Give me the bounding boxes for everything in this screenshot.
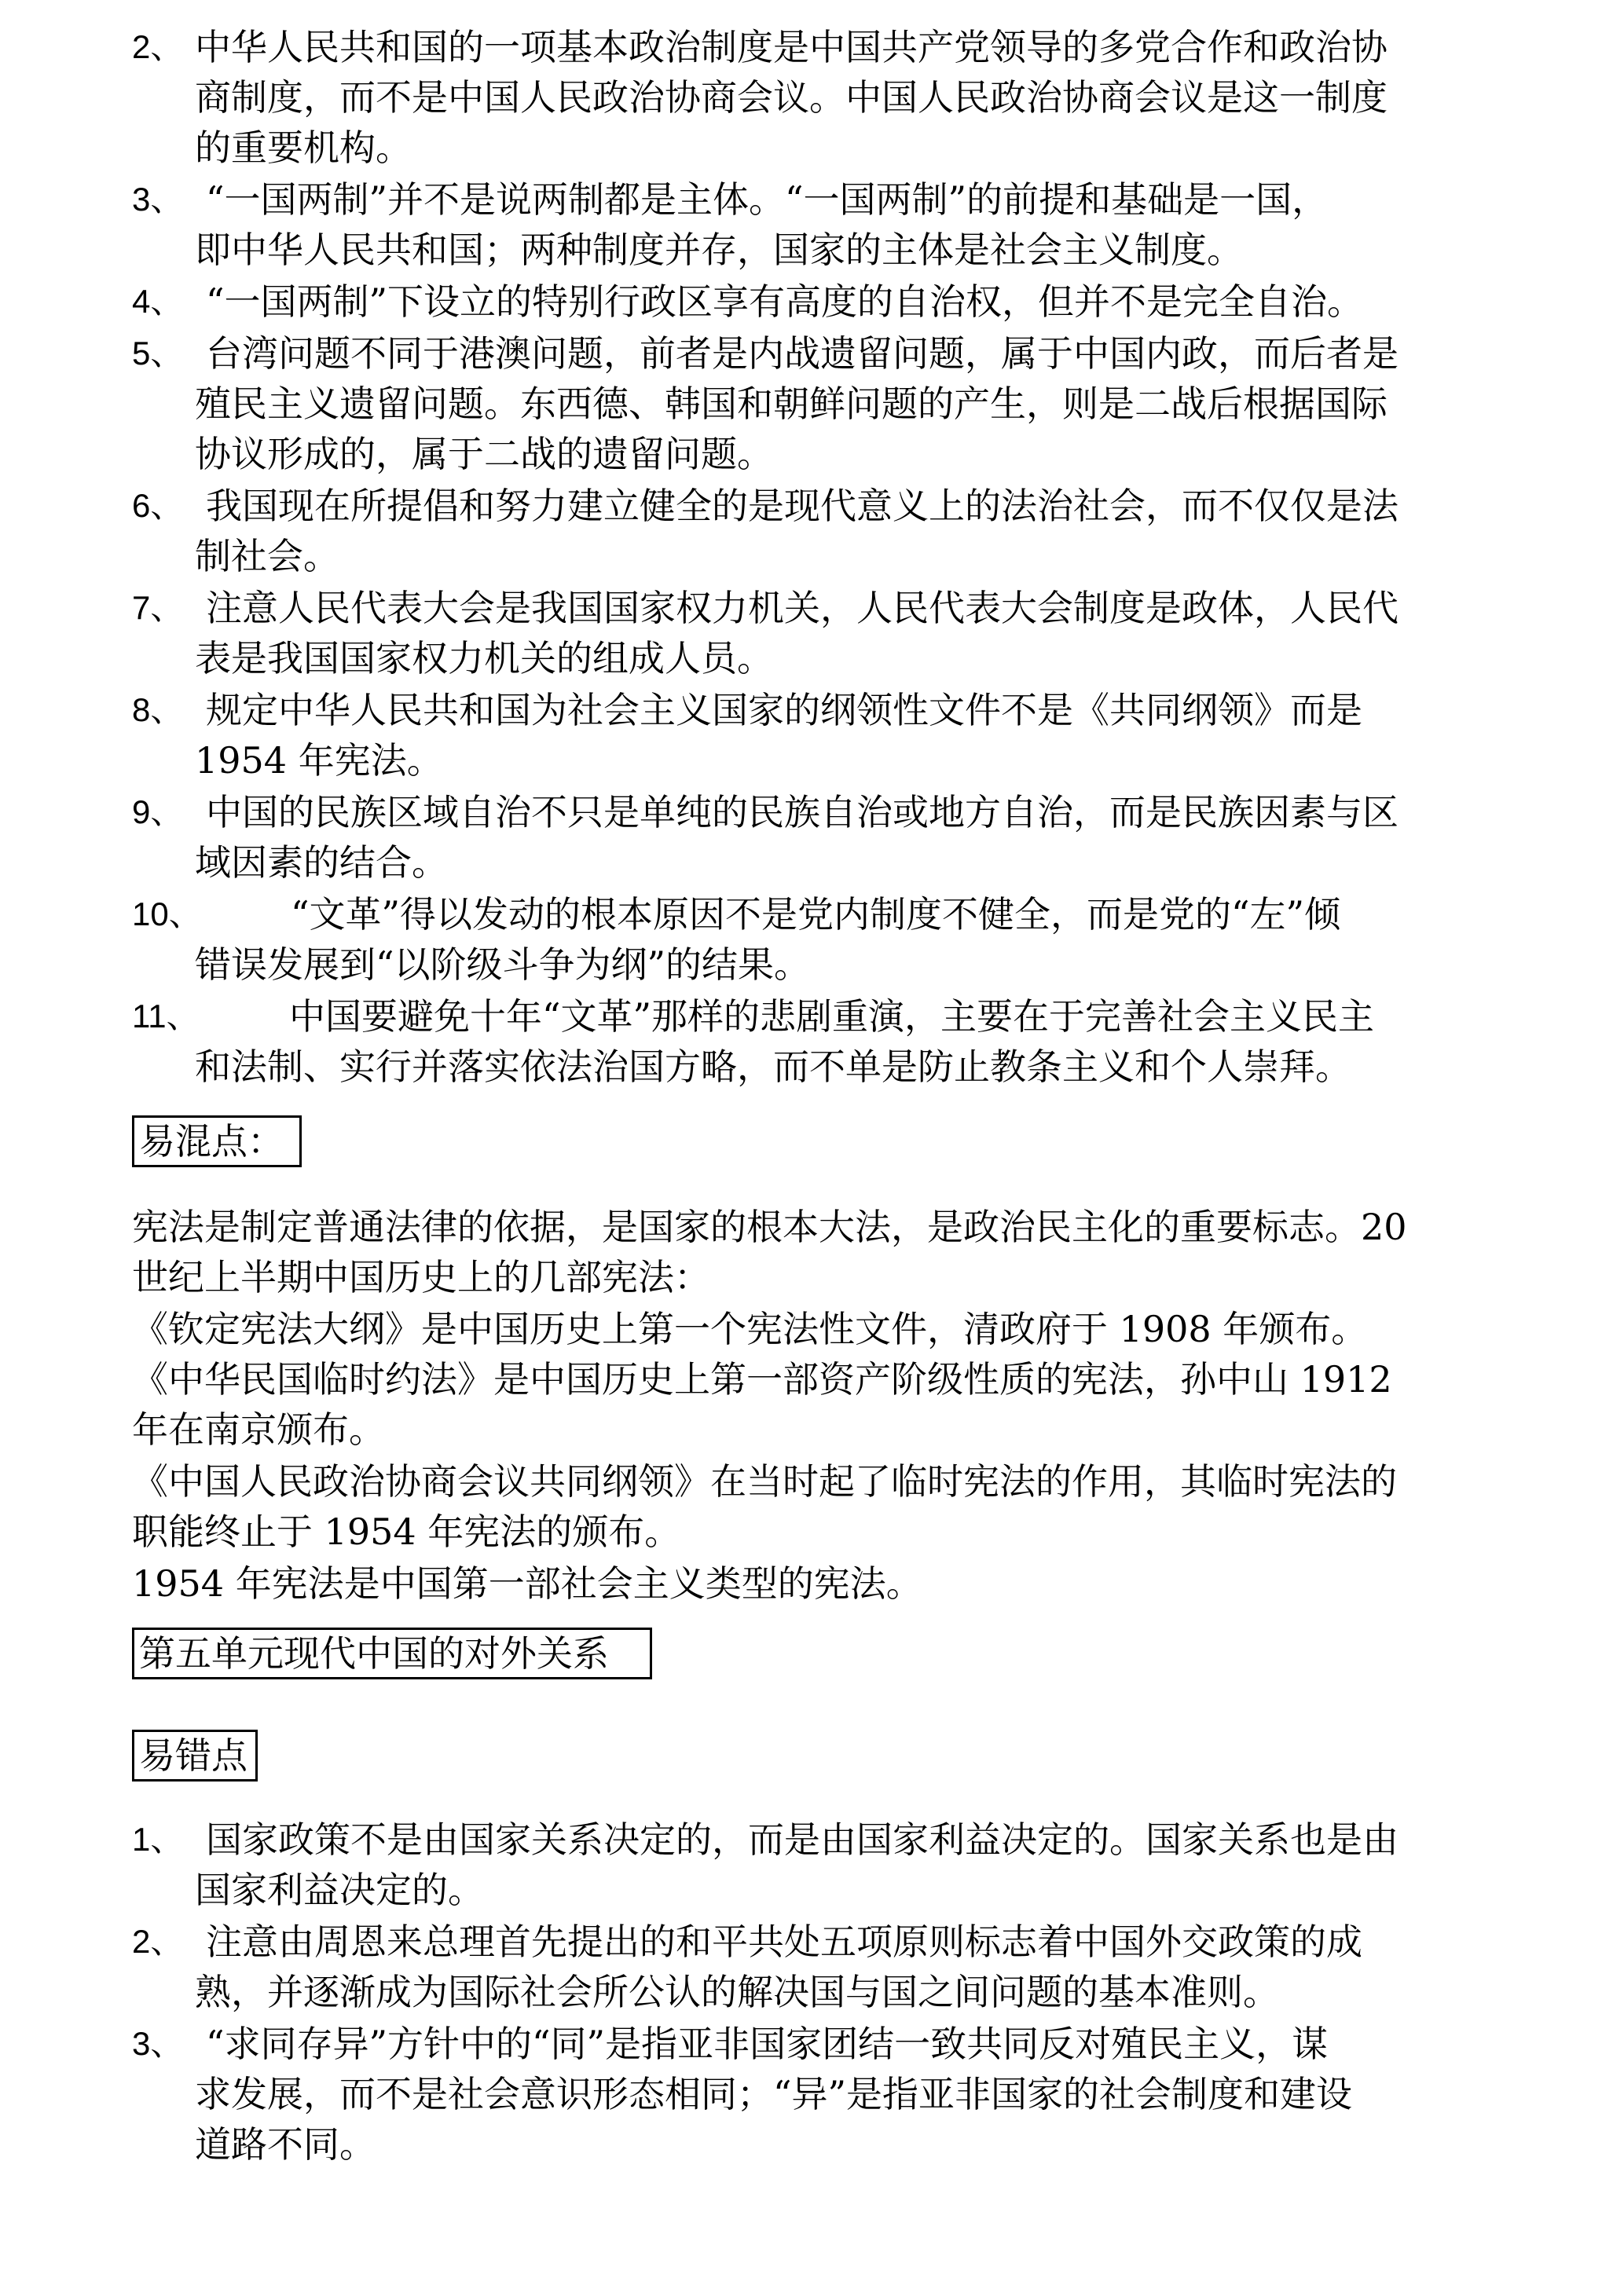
item-number: 8、 xyxy=(132,691,184,728)
item-line: 熟，并逐渐成为国际社会所公认的解决国与国之间问题的基本准则。 xyxy=(195,1971,1279,2013)
item-number: 4、 xyxy=(132,283,184,320)
item-number: 2、 xyxy=(132,1923,184,1960)
item-line: 规定中华人民共和国为社会主义国家的纲领性文件不是《共同纲领》而是 xyxy=(206,689,1362,731)
item-line: 国家利益决定的。 xyxy=(195,1869,484,1911)
item-number: 2、 xyxy=(132,28,184,65)
item-line: 的重要机构。 xyxy=(195,126,412,169)
item-number: 11、 xyxy=(132,998,200,1034)
item-line: 中国要避免十年“文革”那样的悲剧重演，主要在于完善社会主义民主 xyxy=(289,995,1375,1038)
item-line: 注意人民代表大会是我国国家权力机关，人民代表大会制度是政体，人民代 xyxy=(206,587,1399,629)
item-line: 制社会。 xyxy=(195,535,339,577)
item-number: 7、 xyxy=(132,589,184,626)
item-line: “文革”得以发动的根本原因不是党内制度不健全，而是党的“左”倾 xyxy=(291,893,1341,936)
item-line: 错误发展到“以阶级斗争为纲”的结果。 xyxy=(195,943,811,986)
item-number: 10、 xyxy=(132,895,202,932)
paragraph-line: 世纪上半期中国历史上的几部宪法： xyxy=(132,1256,710,1298)
item-line: 表是我国国家权力机关的组成人员。 xyxy=(195,637,773,679)
item-line: “求同存异”方针中的“同”是指亚非国家团结一致共同反对殖民主义，谋 xyxy=(206,2023,1329,2065)
item-line: “一国两制”下设立的特别行政区享有高度的自治权，但并不是完全自治。 xyxy=(206,280,1364,323)
item-number: 9、 xyxy=(132,793,184,830)
paragraph-line: 《钦定宪法大纲》是中国历史上第一个宪法性文件，清政府于 1908 年颁布。 xyxy=(132,1308,1368,1350)
item-line: 中国的民族区域自治不只是单纯的民族自治或地方自治，而是民族因素与区 xyxy=(206,791,1399,833)
item-number: 5、 xyxy=(132,335,184,372)
item-line: 域因素的结合。 xyxy=(195,841,448,884)
unit-heading: 第五单元现代中国的对外关系 xyxy=(132,1628,652,1679)
item-line: 1954 年宪法。 xyxy=(195,739,443,782)
error-points-heading: 易错点 xyxy=(132,1730,258,1782)
paragraph-line: 1954 年宪法是中国第一部社会主义类型的宪法。 xyxy=(132,1562,922,1605)
item-line: 我国现在所提倡和努力建立健全的是现代意义上的法治社会，而不仅仅是法 xyxy=(206,485,1399,527)
item-line: 台湾问题不同于港澳问题，前者是内战遗留问题，属于中国内政，而后者是 xyxy=(206,332,1399,375)
item-line: 道路不同。 xyxy=(195,2123,376,2166)
item-line: 协议形成的，属于二战的遗留问题。 xyxy=(195,433,773,475)
item-number: 3、 xyxy=(132,181,184,218)
item-number: 1、 xyxy=(132,1821,184,1858)
item-line: 殖民主义遗留问题。东西德、韩国和朝鲜问题的产生，则是二战后根据国际 xyxy=(195,383,1388,425)
item-line: 即中华人民共和国；两种制度并存，国家的主体是社会主义制度。 xyxy=(195,229,1243,271)
paragraph-line: 职能终止于 1954 年宪法的颁布。 xyxy=(132,1511,681,1553)
item-line: 国家政策不是由国家关系决定的，而是由国家利益决定的。国家关系也是由 xyxy=(206,1818,1399,1861)
item-line: 注意由周恩来总理首先提出的和平共处五项原则标志着中国外交政策的成 xyxy=(206,1921,1362,1963)
paragraph-line: 《中华民国临时约法》是中国历史上第一部资产阶级性质的宪法，孙中山 1912 xyxy=(132,1358,1392,1401)
item-line: 商制度，而不是中国人民政治协商会议。中国人民政治协商会议是这一制度 xyxy=(195,76,1388,119)
item-line: 求发展，而不是社会意识形态相同；“异”是指亚非国家的社会制度和建设 xyxy=(195,2073,1353,2115)
paragraph-line: 年在南京颁布。 xyxy=(132,1408,385,1451)
paragraph-line: 宪法是制定普通法律的依据，是国家的根本大法，是政治民主化的重要标志。20 xyxy=(132,1206,1407,1248)
item-number: 3、 xyxy=(132,2025,184,2062)
paragraph-line: 《中国人民政治协商会议共同纲领》在当时起了临时宪法的作用，其临时宪法的 xyxy=(132,1460,1397,1503)
item-line: 中华人民共和国的一项基本政治制度是中国共产党领导的多党合作和政治协 xyxy=(195,26,1388,68)
item-line: 和法制、实行并落实依法治国方略，而不单是防止教条主义和个人崇拜。 xyxy=(195,1045,1351,1088)
item-line: “一国两制”并不是说两制都是主体。“一国两制”的前提和基础是一国， xyxy=(206,178,1329,221)
confusing-points-heading: 易混点： xyxy=(132,1115,302,1167)
item-number: 6、 xyxy=(132,487,184,524)
